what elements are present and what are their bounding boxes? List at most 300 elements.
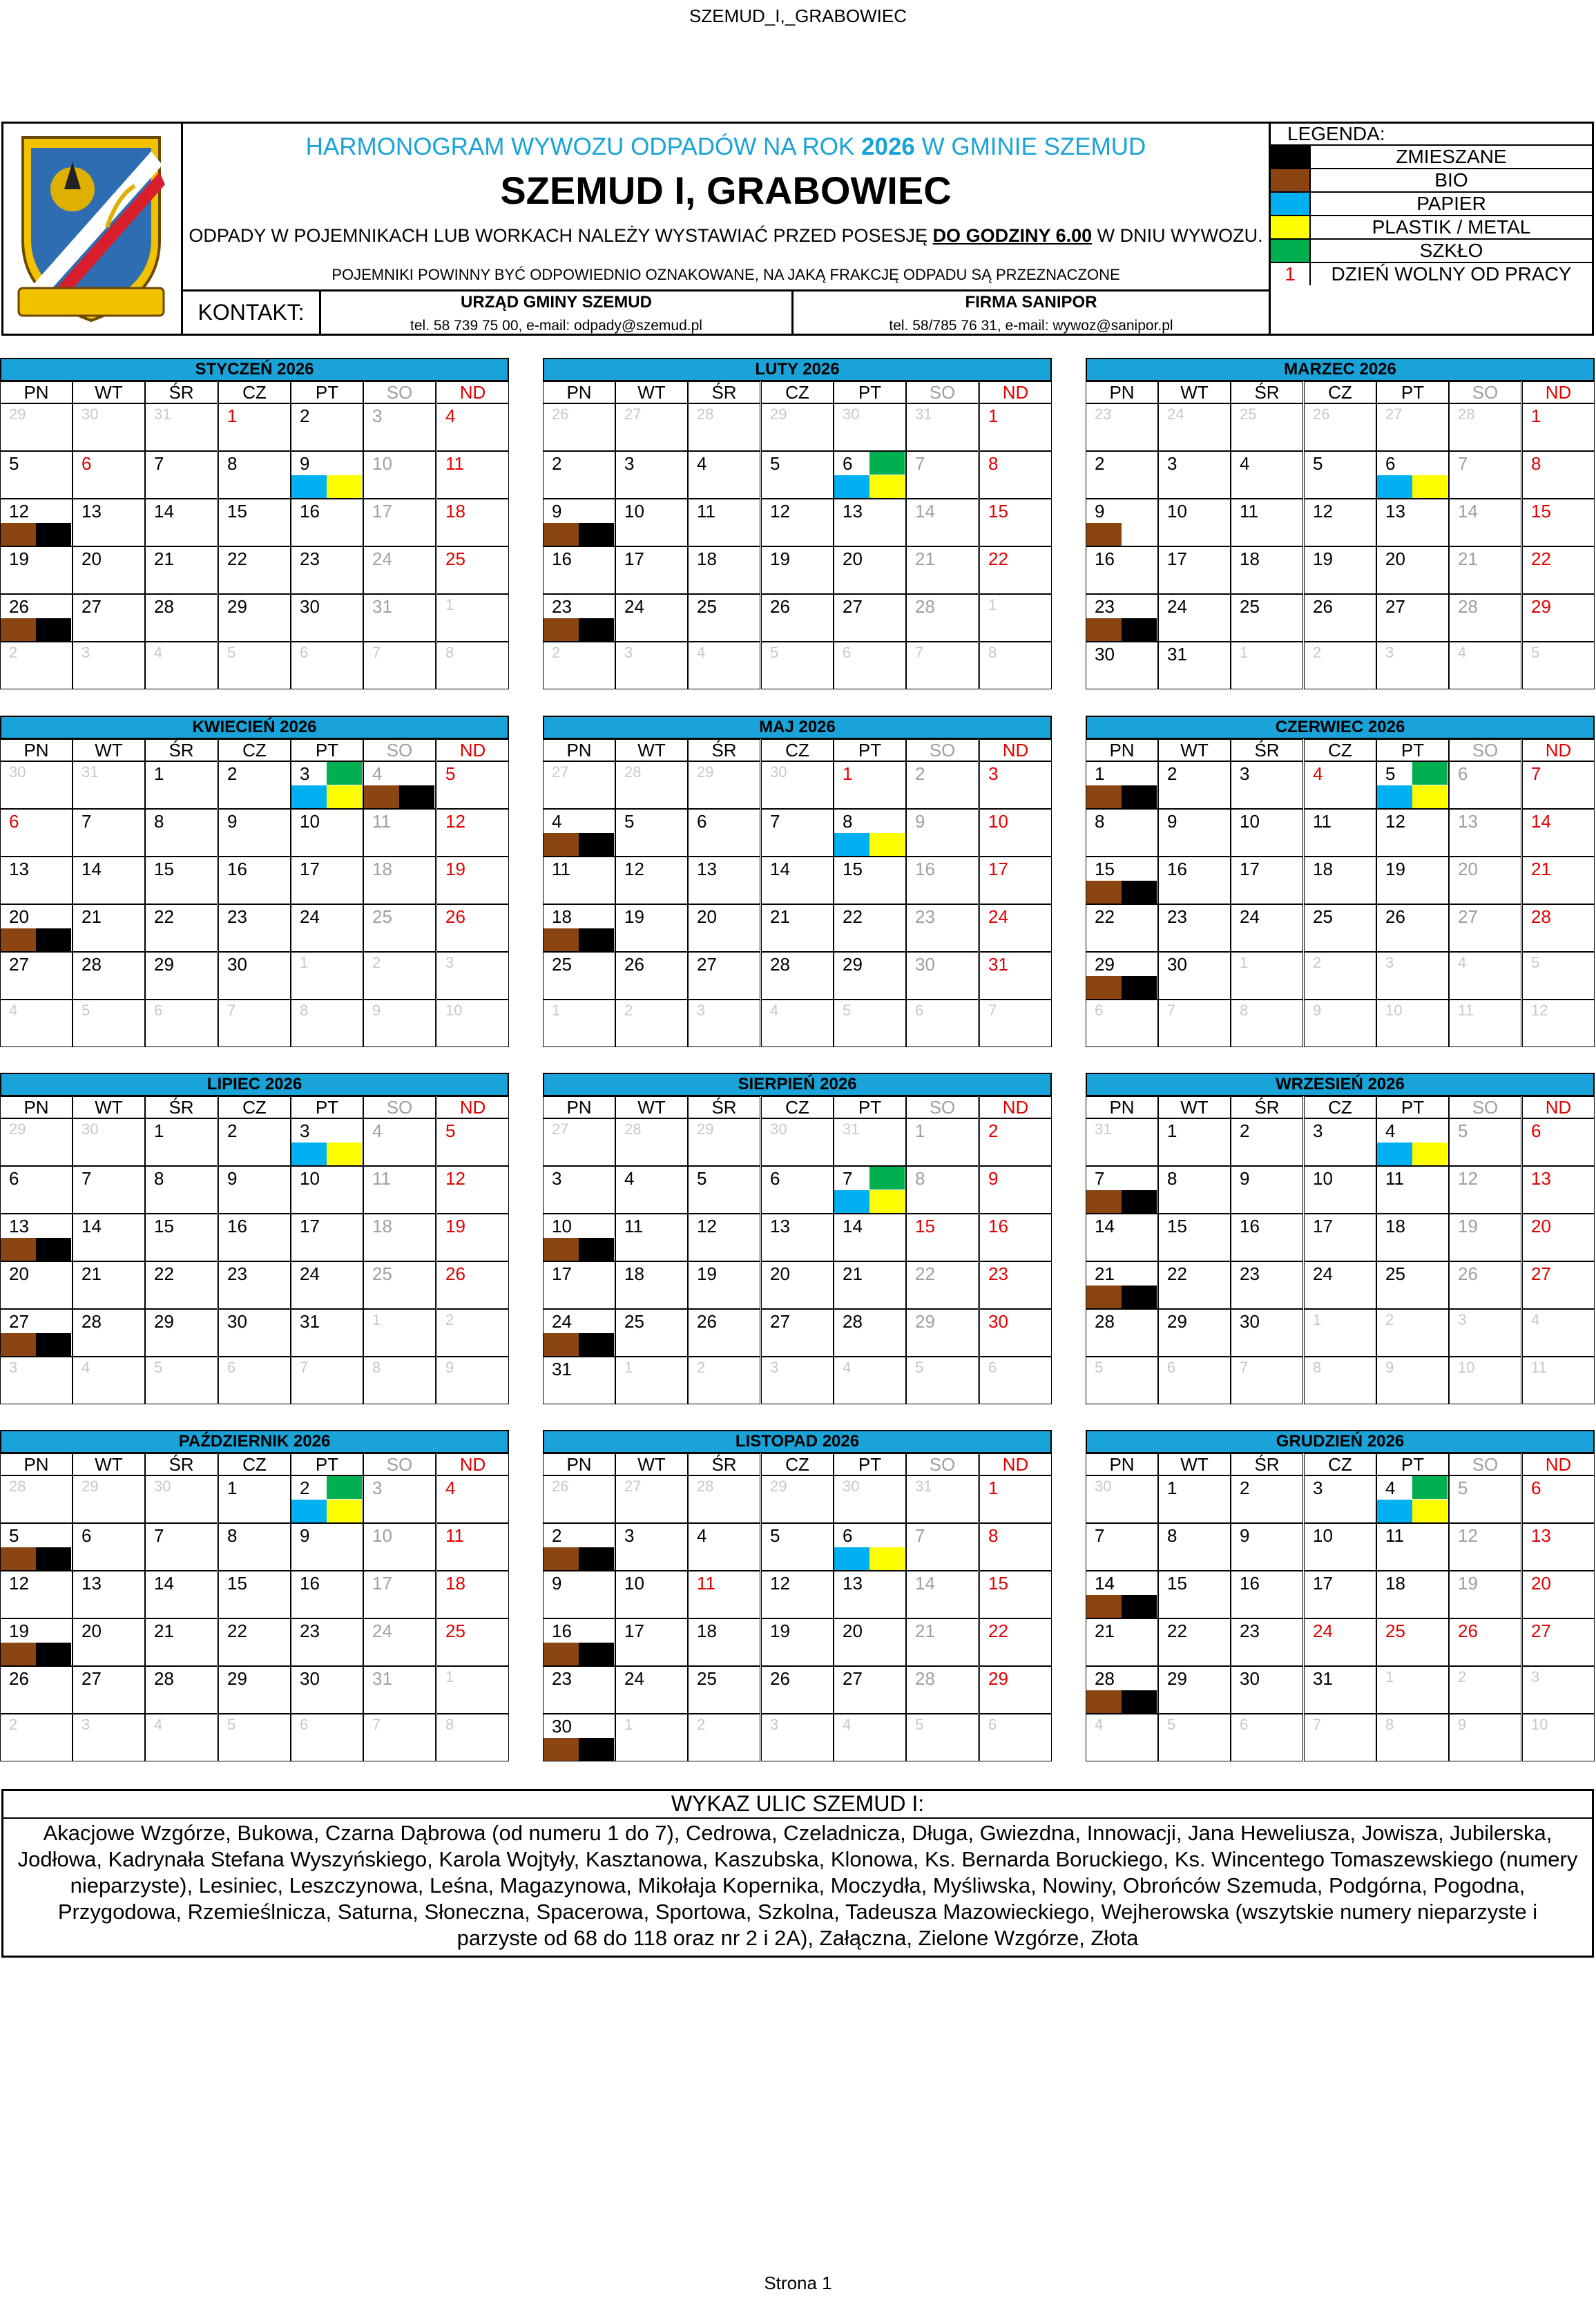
day-number: 6	[154, 1002, 163, 1019]
header	[1, 122, 1594, 336]
month-calendar	[1086, 716, 1595, 1052]
day-cell	[906, 1523, 979, 1571]
day-number: 17	[1313, 1573, 1333, 1594]
pickup-bio	[544, 1547, 579, 1570]
day-cell	[291, 809, 363, 857]
month-calendar	[1086, 1430, 1595, 1766]
day-number: 29	[843, 954, 863, 975]
pickup-paper	[834, 833, 869, 856]
day-number: 5	[154, 1359, 163, 1376]
day-cell	[73, 546, 145, 594]
day-cell-adjacent	[73, 1714, 145, 1761]
day-cell	[218, 1166, 291, 1214]
day-cell	[73, 1666, 145, 1714]
day-cell	[1304, 761, 1376, 809]
day-cell	[363, 499, 436, 546]
day-number: 7	[843, 1168, 853, 1189]
day-cell	[436, 1118, 509, 1166]
day-cell	[1158, 904, 1231, 952]
day-number: 22	[915, 1263, 935, 1284]
day-cell	[145, 1118, 218, 1166]
day-number: 1	[445, 1668, 454, 1685]
day-number: 26	[445, 906, 465, 927]
legend-title: LEGENDA:	[1287, 123, 1385, 144]
weekday-header: ND	[979, 1096, 1052, 1118]
weekday-header: ND	[1522, 739, 1595, 761]
pickup-plastic	[1412, 1500, 1448, 1522]
weekday-header: SO	[363, 1453, 436, 1475]
day-cell	[1304, 594, 1376, 642]
day-cell-adjacent	[1231, 642, 1303, 689]
day-cell-adjacent	[1522, 1357, 1595, 1404]
day-cell	[1376, 1261, 1449, 1309]
day-number: 28	[1095, 1668, 1115, 1689]
day-cell	[1449, 1523, 1521, 1571]
day-cell	[543, 594, 615, 642]
day-number: 8	[227, 1525, 238, 1546]
day-number: 30	[843, 405, 860, 423]
day-number: 1	[154, 1120, 164, 1141]
day-cell	[145, 1666, 218, 1714]
day-cell-adjacent	[1376, 642, 1449, 689]
day-cell	[688, 1666, 760, 1714]
day-cell-adjacent	[1231, 403, 1303, 451]
day-cell	[543, 499, 615, 546]
day-number: 8	[1095, 811, 1105, 832]
day-number: 23	[1240, 1621, 1260, 1641]
day-cell-adjacent	[0, 1118, 73, 1166]
day-cell	[1522, 857, 1595, 904]
day-number: 30	[770, 763, 787, 781]
weekday-header: WT	[73, 1096, 145, 1118]
day-cell	[543, 1618, 615, 1666]
day-cell	[291, 403, 363, 451]
day-number: 1	[624, 1359, 633, 1376]
day-number: 26	[770, 1668, 790, 1689]
day-cell-adjacent	[436, 1357, 509, 1404]
month-title: LUTY 2026	[543, 358, 1052, 381]
day-number: 28	[1458, 596, 1478, 617]
month-calendar	[0, 358, 509, 694]
day-number: 21	[81, 906, 102, 927]
day-number: 4	[1095, 1716, 1104, 1733]
day-cell	[1522, 499, 1595, 546]
day-cell	[834, 761, 906, 809]
day-number: 28	[154, 1668, 174, 1689]
day-number: 26	[9, 596, 29, 617]
weekday-header: ND	[979, 1453, 1052, 1475]
day-cell-adjacent	[145, 642, 218, 689]
day-cell	[979, 809, 1052, 857]
day-number: 29	[697, 1120, 714, 1138]
day-cell	[834, 904, 906, 952]
day-number: 29	[1167, 1311, 1187, 1332]
day-cell	[761, 809, 834, 857]
weekday-header: ŚR	[688, 1453, 760, 1475]
day-number: 19	[770, 548, 790, 569]
day-cell	[1449, 1214, 1521, 1261]
day-number: 8	[154, 811, 164, 832]
day-number: 22	[154, 1263, 174, 1284]
day-cell	[0, 1523, 73, 1571]
day-number: 3	[624, 1525, 635, 1546]
day-number: 30	[1240, 1668, 1260, 1689]
weekday-header: ND	[436, 1453, 509, 1475]
day-cell	[436, 1261, 509, 1309]
day-cell	[1086, 952, 1158, 1000]
day-number: 8	[1167, 1168, 1177, 1189]
weekday-header: PT	[1376, 739, 1449, 761]
weekday-header: WT	[1158, 381, 1231, 403]
day-cell	[291, 1666, 363, 1714]
day-cell-adjacent	[1376, 1357, 1449, 1404]
day-cell	[145, 761, 218, 809]
pickup-paper	[1377, 1500, 1412, 1522]
day-number: 21	[1095, 1621, 1115, 1641]
day-cell	[218, 761, 291, 809]
day-cell	[1231, 809, 1303, 857]
weekday-header: PN	[543, 739, 615, 761]
legend-item-paper	[1271, 191, 1592, 215]
day-number: 21	[915, 1621, 935, 1641]
day-cell	[73, 1571, 145, 1618]
day-cell-adjacent	[834, 1000, 906, 1047]
day-cell	[834, 1261, 906, 1309]
pickup-mixed	[1122, 785, 1157, 808]
weekday-header: SO	[363, 1096, 436, 1118]
day-cell	[145, 1166, 218, 1214]
day-number: 22	[988, 548, 1008, 569]
weekday-header: CZ	[761, 1096, 834, 1118]
day-cell	[979, 499, 1052, 546]
day-number: 1	[227, 405, 238, 426]
day-number: 15	[988, 501, 1008, 522]
day-number: 5	[81, 1002, 90, 1019]
day-cell	[363, 1261, 436, 1309]
day-number: 29	[1531, 596, 1551, 617]
day-number: 6	[988, 1716, 997, 1733]
day-number: 19	[1458, 1216, 1478, 1236]
weekday-header: SO	[363, 381, 436, 403]
day-cell-adjacent	[979, 1714, 1052, 1761]
day-number: 4	[9, 1002, 18, 1019]
day-number: 4	[552, 811, 562, 832]
day-number: 25	[445, 548, 465, 569]
day-cell-adjacent	[615, 1000, 688, 1047]
day-number: 4	[1385, 1478, 1396, 1498]
day-cell	[363, 546, 436, 594]
day-number: 12	[697, 1216, 717, 1236]
legend-swatch-paper	[1271, 193, 1309, 215]
day-cell	[1376, 809, 1449, 857]
day-number: 15	[227, 1573, 247, 1594]
day-number: 28	[843, 1311, 863, 1332]
day-cell	[688, 1166, 760, 1214]
day-number: 6	[1167, 1359, 1176, 1376]
day-number: 14	[154, 501, 174, 522]
day-number: 22	[227, 548, 247, 569]
weekday-header: ŚR	[1231, 1453, 1303, 1475]
pickup-mixed	[579, 523, 614, 546]
weekday-header: ŚR	[145, 1096, 218, 1118]
day-number: 5	[1385, 763, 1396, 784]
day-cell	[1158, 1475, 1231, 1523]
pickup-mixed	[579, 1333, 614, 1356]
day-cell	[1158, 1523, 1231, 1571]
day-cell	[1304, 1618, 1376, 1666]
day-cell-adjacent	[436, 594, 509, 642]
day-cell	[834, 1523, 906, 1571]
day-cell	[1086, 1523, 1158, 1571]
day-cell	[1158, 642, 1231, 689]
day-number: 21	[81, 1263, 102, 1284]
day-cell-adjacent	[834, 642, 906, 689]
weekday-header: PT	[1376, 1096, 1449, 1118]
day-number: 1	[1531, 405, 1541, 426]
month-title: STYCZEŃ 2026	[0, 358, 509, 381]
day-number: 16	[227, 859, 247, 879]
day-cell-adjacent	[1449, 952, 1521, 1000]
day-cell	[145, 1618, 218, 1666]
day-cell-adjacent	[0, 1000, 73, 1047]
day-cell-adjacent	[436, 642, 509, 689]
day-cell	[834, 1571, 906, 1618]
day-cell-adjacent	[543, 1000, 615, 1047]
day-cell-adjacent	[1449, 1714, 1521, 1761]
day-cell	[1304, 1261, 1376, 1309]
day-number: 23	[1095, 405, 1112, 423]
day-number: 7	[81, 811, 92, 832]
legend-label: PLASTIK / METAL	[1309, 216, 1592, 238]
day-number: 8	[1385, 1716, 1394, 1733]
day-number: 19	[445, 859, 465, 879]
day-cell	[834, 952, 906, 1000]
day-cell	[1158, 1261, 1231, 1309]
pickup-bio	[1086, 618, 1122, 641]
day-cell	[0, 1571, 73, 1618]
pickup-mixed	[36, 523, 71, 546]
day-number: 11	[697, 1573, 715, 1594]
day-number: 7	[154, 1525, 164, 1546]
day-cell-adjacent	[363, 1000, 436, 1047]
day-cell	[1086, 904, 1158, 952]
day-cell	[543, 1523, 615, 1571]
day-cell	[615, 952, 688, 1000]
day-number: 16	[1240, 1216, 1260, 1236]
pickup-bio	[1, 618, 36, 641]
pickup-glass	[327, 1476, 362, 1499]
weekday-header: WT	[615, 739, 688, 761]
day-cell	[1449, 1118, 1521, 1166]
day-number: 19	[624, 906, 644, 927]
month-calendar	[0, 1073, 509, 1409]
day-number: 7	[300, 1359, 309, 1376]
day-number: 5	[9, 1525, 19, 1546]
day-cell	[363, 1118, 436, 1166]
day-number: 7	[1095, 1525, 1105, 1546]
day-cell	[1158, 1666, 1231, 1714]
day-number: 15	[1167, 1216, 1187, 1236]
weekday-header: SO	[1449, 1453, 1521, 1475]
day-cell-adjacent	[688, 1357, 760, 1404]
day-cell	[436, 857, 509, 904]
day-cell	[1086, 1309, 1158, 1357]
pickup-glass	[869, 452, 905, 475]
pickup-mixed	[1122, 1190, 1157, 1213]
day-cell	[363, 1475, 436, 1523]
day-cell	[979, 451, 1052, 499]
day-cell	[979, 1261, 1052, 1309]
weekday-header: SO	[1449, 739, 1521, 761]
day-number: 7	[1095, 1168, 1105, 1189]
day-cell	[906, 1261, 979, 1309]
day-cell	[218, 809, 291, 857]
day-cell	[291, 761, 363, 809]
day-number: 27	[624, 405, 642, 423]
day-cell-adjacent	[1086, 1475, 1158, 1523]
day-cell	[291, 499, 363, 546]
day-number: 20	[1458, 859, 1478, 879]
day-cell	[906, 499, 979, 546]
day-number: 4	[1458, 954, 1467, 971]
weekday-header: ŚR	[1231, 1096, 1303, 1118]
day-number: 6	[843, 1525, 853, 1546]
day-number: 4	[1458, 644, 1467, 661]
day-cell	[291, 857, 363, 904]
day-cell-adjacent	[979, 642, 1052, 689]
day-number: 30	[9, 763, 26, 781]
day-number: 4	[697, 1525, 707, 1546]
day-cell	[1304, 1475, 1376, 1523]
day-cell	[363, 1666, 436, 1714]
day-number: 20	[1531, 1573, 1551, 1594]
pickup-paper	[291, 1143, 327, 1165]
day-cell-adjacent	[73, 761, 145, 809]
day-cell	[834, 546, 906, 594]
day-number: 30	[1240, 1311, 1260, 1332]
day-number: 1	[988, 405, 999, 426]
weekday-header: PT	[834, 1096, 906, 1118]
day-cell	[543, 451, 615, 499]
pickup-bio	[544, 618, 579, 641]
weekday-header: PT	[1376, 381, 1449, 403]
day-cell	[1304, 1523, 1376, 1571]
contact-label: KONTAKT:	[183, 292, 321, 334]
day-cell	[615, 1261, 688, 1309]
day-cell-adjacent	[1376, 1666, 1449, 1714]
day-number: 1	[300, 954, 309, 971]
day-number: 13	[81, 501, 102, 522]
day-cell	[761, 1166, 834, 1214]
day-cell-adjacent	[1158, 1357, 1231, 1404]
day-number: 30	[843, 1478, 860, 1495]
pickup-bio	[1086, 785, 1122, 808]
pickup-bio	[1, 1238, 36, 1261]
weekday-header: PT	[291, 381, 363, 403]
weekday-header: PN	[0, 1096, 73, 1118]
day-cell-adjacent	[291, 1714, 363, 1761]
weekday-header: CZ	[761, 381, 834, 403]
day-number: 23	[1167, 906, 1187, 927]
day-number: 5	[915, 1716, 924, 1733]
day-number: 3	[300, 1120, 310, 1141]
legend-swatch-bio	[1271, 169, 1309, 191]
day-number: 10	[1385, 1002, 1403, 1019]
day-number: 5	[227, 644, 236, 661]
day-cell-adjacent	[688, 1118, 760, 1166]
day-cell	[145, 546, 218, 594]
day-number: 13	[843, 1573, 863, 1594]
day-number: 11	[445, 453, 464, 474]
day-number: 2	[1385, 1311, 1394, 1328]
day-number: 3	[81, 1716, 90, 1733]
day-number: 7	[372, 1716, 381, 1733]
day-cell	[979, 1666, 1052, 1714]
day-number: 24	[624, 1668, 644, 1689]
day-number: 28	[1458, 405, 1475, 423]
day-cell	[218, 952, 291, 1000]
day-number: 5	[1458, 1478, 1468, 1498]
day-number: 3	[1240, 763, 1250, 784]
weekday-header: WT	[615, 1453, 688, 1475]
day-cell-adjacent	[761, 1475, 834, 1523]
day-number: 25	[1240, 596, 1260, 617]
month-title: MAJ 2026	[543, 716, 1052, 739]
weekday-header: ND	[1522, 1096, 1595, 1118]
day-number: 6	[988, 1359, 997, 1376]
day-cell-adjacent	[1376, 952, 1449, 1000]
pickup-mixed	[399, 785, 434, 808]
day-number: 1	[988, 596, 997, 613]
day-number: 27	[9, 954, 29, 975]
day-number: 23	[300, 1621, 320, 1641]
day-cell	[1522, 546, 1595, 594]
day-cell	[615, 1666, 688, 1714]
day-number: 12	[624, 859, 644, 879]
weekday-header: WT	[73, 739, 145, 761]
day-cell	[145, 1261, 218, 1309]
day-cell	[979, 1523, 1052, 1571]
day-number: 24	[1167, 405, 1184, 423]
day-cell	[615, 1166, 688, 1214]
pickup-bio	[544, 1333, 579, 1356]
day-cell	[1086, 1666, 1158, 1714]
day-cell	[761, 1214, 834, 1261]
collection-time-note: ODPADY W POJEMNIKACH LUB WORKACH NALEŻY WYSTAWIAĆ PRZED POSESJĘ DO GODZINY 6.00 W DNIU WYWOZU.	[189, 225, 1263, 246]
day-cell	[1086, 761, 1158, 809]
day-cell-adjacent	[1449, 1309, 1521, 1357]
day-number: 15	[1167, 1573, 1187, 1594]
day-cell	[0, 1666, 73, 1714]
day-number: 16	[300, 501, 320, 522]
weekday-header: ŚR	[688, 1096, 760, 1118]
day-cell	[1376, 904, 1449, 952]
pickup-bio	[1, 1333, 36, 1356]
day-number: 3	[1313, 1120, 1323, 1141]
pickup-plastic	[869, 1547, 905, 1570]
day-number: 9	[1240, 1168, 1250, 1189]
day-number: 1	[1240, 644, 1249, 661]
day-number: 25	[1240, 405, 1257, 423]
day-number: 7	[770, 811, 780, 832]
day-number: 29	[915, 1311, 935, 1332]
day-number: 14	[915, 1573, 935, 1594]
day-number: 16	[300, 1573, 320, 1594]
pickup-mixed	[579, 618, 614, 641]
day-cell-adjacent	[834, 1357, 906, 1404]
day-cell	[1158, 1618, 1231, 1666]
pickup-mixed	[36, 1643, 71, 1665]
